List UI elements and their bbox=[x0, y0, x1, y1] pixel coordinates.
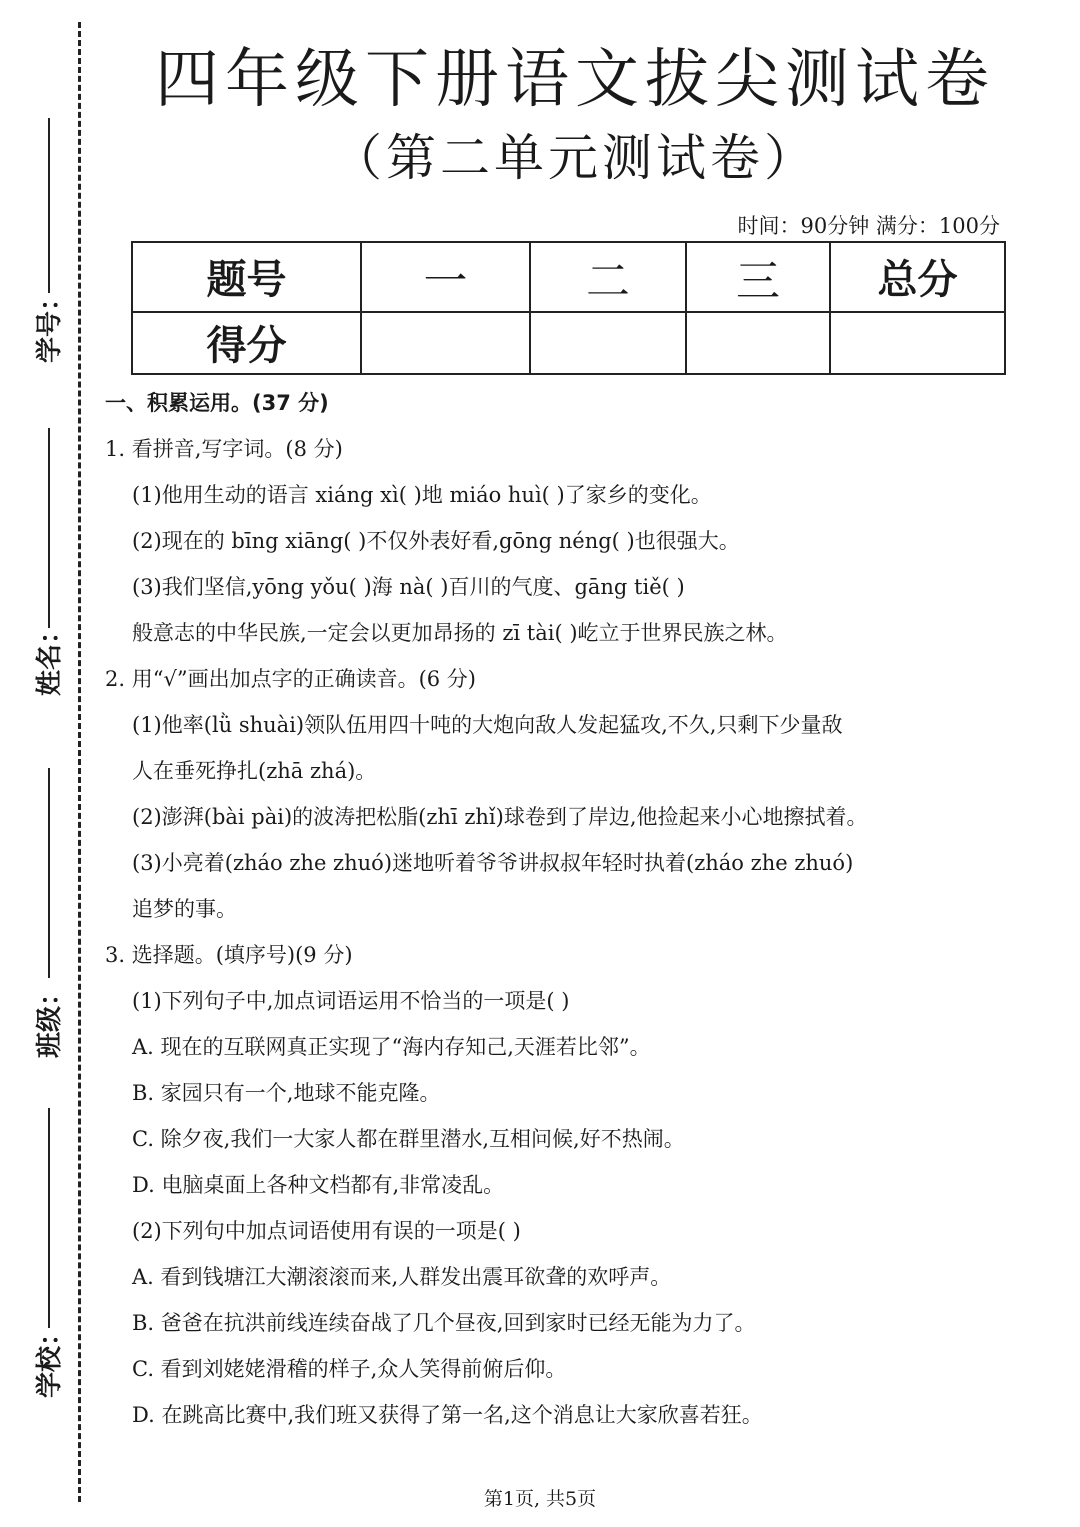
student-id-label: 学号： bbox=[35, 284, 65, 363]
answer-option[interactable]: B. 爸爸在抗洪前线连续奋战了几个昼夜,回到家时已经无能为力了。 bbox=[132, 1311, 756, 1335]
question-line[interactable]: (3)我们坚信,yōng yǒu( )海 nà( )百川的气度、gāng tiě( ) bbox=[132, 575, 685, 599]
answer-option[interactable]: B. 家园只有一个,地球不能克隆。 bbox=[132, 1081, 441, 1105]
exam-meta: 时间：90分钟 满分：100分 bbox=[737, 214, 1000, 238]
student-id-field[interactable] bbox=[26, 118, 70, 368]
binding-margin bbox=[0, 0, 80, 1527]
score-cell-total[interactable] bbox=[830, 312, 1005, 374]
question-line[interactable]: (1)他用生动的语言 xiáng xì( )地 miáo huì( )了家乡的变化。 bbox=[132, 483, 712, 507]
section-heading: 一、积累运用。(37 分) bbox=[105, 391, 329, 415]
page-subtitle: （第二单元测试卷） bbox=[332, 129, 818, 187]
answer-option[interactable]: D. 在跳高比赛中,我们班又获得了第一名,这个消息让大家欣喜若狂。 bbox=[132, 1403, 763, 1427]
school-line bbox=[48, 1108, 50, 1328]
page-footer: 第1页, 共5页 bbox=[483, 1488, 597, 1510]
student-name-label: 姓名： bbox=[35, 617, 65, 696]
class-label: 班级： bbox=[35, 979, 65, 1058]
answer-option[interactable]: D. 电脑桌面上各种文档都有,非常凌乱。 bbox=[132, 1173, 505, 1197]
class-field[interactable] bbox=[26, 768, 70, 1068]
answer-option[interactable]: A. 看到钱塘江大潮滚滚而来,人群发出震耳欲聋的欢呼声。 bbox=[132, 1265, 672, 1289]
question-line[interactable]: 人在垂死挣扎(zhā zhá)。 bbox=[132, 759, 377, 783]
score-value-row bbox=[132, 312, 1005, 374]
score-cell-3[interactable] bbox=[686, 312, 830, 374]
answer-option[interactable]: A. 现在的互联网真正实现了“海内存知己,天涯若比邻”。 bbox=[132, 1035, 651, 1059]
score-table bbox=[131, 241, 1006, 375]
school-field[interactable] bbox=[26, 1108, 70, 1408]
score-cell-2[interactable] bbox=[530, 312, 686, 374]
question-line[interactable]: 追梦的事。 bbox=[132, 897, 237, 921]
school-label: 学校： bbox=[35, 1319, 65, 1398]
page-title: 四年级下册语文拔尖测试卷 bbox=[155, 43, 995, 117]
score-col-total: 总分 bbox=[830, 242, 1005, 312]
question-line[interactable]: 般意志的中华民族,一定会以更加昂扬的 zī tài( )屹立于世界民族之林。 bbox=[132, 621, 788, 645]
score-col-1: 一 bbox=[361, 242, 530, 312]
score-col-2: 二 bbox=[530, 242, 686, 312]
question-line[interactable]: (2)下列句中加点词语使用有误的一项是( ) bbox=[132, 1219, 521, 1243]
student-id-line bbox=[48, 118, 50, 293]
score-row-label: 得分 bbox=[132, 312, 361, 374]
student-name-line bbox=[48, 428, 50, 628]
answer-option[interactable]: C. 看到刘姥姥滑稽的样子,众人笑得前俯后仰。 bbox=[132, 1357, 567, 1381]
class-line bbox=[48, 768, 50, 978]
question-title: 3. 选择题。(填序号)(9 分) bbox=[105, 943, 353, 967]
exam-content bbox=[105, 380, 1020, 1438]
question-line[interactable]: (3)小亮着(zháo zhe zhuó)迷地听着爷爷讲叔叔年轻时执着(zháo zhe zhuó) bbox=[132, 851, 854, 875]
answer-option[interactable]: C. 除夕夜,我们一大家人都在群里潜水,互相问候,好不热闹。 bbox=[132, 1127, 685, 1151]
cut-line bbox=[78, 22, 81, 1502]
score-header-row bbox=[132, 242, 1005, 312]
question-line[interactable]: (1)下列句子中,加点词语运用不恰当的一项是( ) bbox=[132, 989, 570, 1013]
score-cell-1[interactable] bbox=[361, 312, 530, 374]
score-col-label: 题号 bbox=[132, 242, 361, 312]
question-title: 2. 用“√”画出加点字的正确读音。(6 分) bbox=[105, 667, 476, 691]
score-col-3: 三 bbox=[686, 242, 830, 312]
student-name-field[interactable] bbox=[26, 428, 70, 708]
question-line[interactable]: (2)现在的 bīng xiāng( )不仅外表好看,gōng néng( )也很强大。 bbox=[132, 529, 740, 553]
question-title: 1. 看拼音,写字词。(8 分) bbox=[105, 437, 343, 461]
question-line[interactable]: (2)澎湃(bài pài)的波涛把松脂(zhī zhǐ)球卷到了岸边,他捡起来小心地擦拭着。 bbox=[132, 805, 868, 829]
question-line[interactable]: (1)他率(lǜ shuài)领队伍用四十吨的大炮向敌人发起猛攻,不久,只剩下少量敌 bbox=[132, 713, 843, 737]
